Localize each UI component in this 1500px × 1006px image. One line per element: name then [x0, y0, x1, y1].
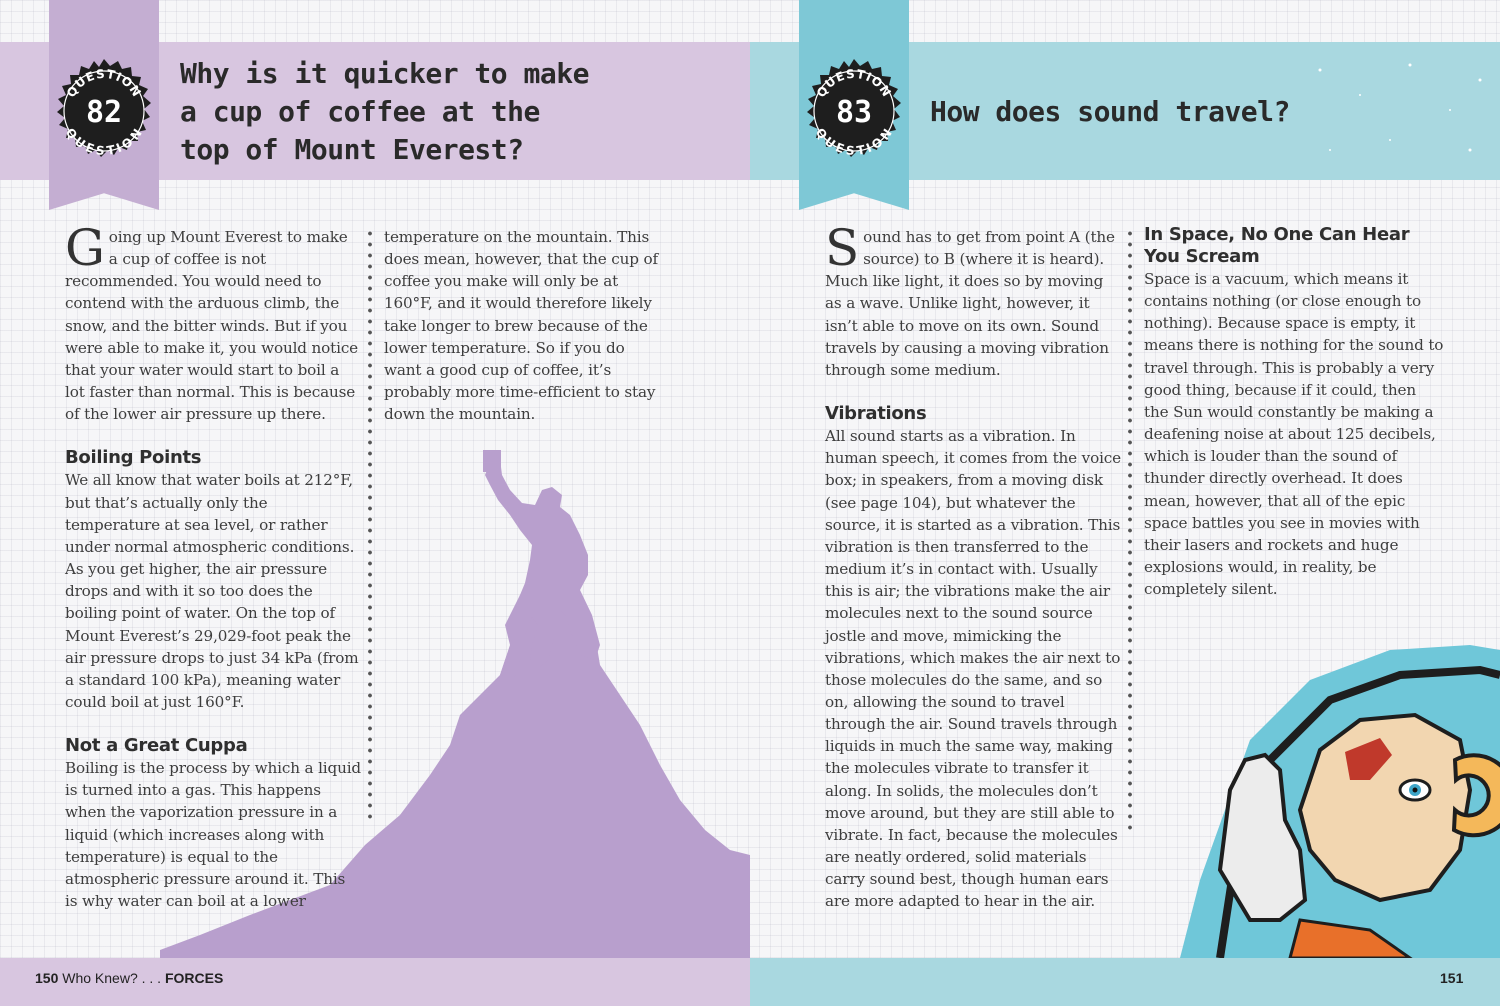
heading-vibrations: Vibrations: [825, 403, 927, 425]
badge-right-number: 83: [835, 95, 873, 130]
in-space-text: Space is a vacuum, which means it contains nothing (or close enough to nothing). Because space is empty, it means there is nothing for the sound to travel through. This is probably a very good thing, because if it could, then the Sun would constantly be making a deafening noise at about 125 decibels, which is louder than the sound of thunder directly overhead. It does mean, however, that all of the epic space battles you see in movies with their lasers and rockets and huge explosions would, in reality, be completely silent.: [1144, 270, 1444, 599]
left-column-divider: [367, 228, 373, 820]
right-dropcap: S: [825, 219, 860, 277]
left-folio: [35, 970, 223, 986]
badge-right-word-bottom: QUESTION: [812, 125, 896, 159]
screaming-astronaut-illustration: [1070, 620, 1500, 958]
left-page-column-1: [65, 219, 361, 912]
left-question-title: Why is it quicker to make a cup of coffee at the top of Mount Everest?: [180, 57, 589, 166]
right-footer-band: [750, 958, 1500, 1006]
book-title: Who Knew? . . .: [62, 970, 162, 986]
left-intro-paragraph: [65, 219, 361, 425]
badge-left-word-top: QUESTION: [63, 66, 145, 100]
boiling-points-text: We all know that water boils at 212°F, but that’s actually only the temperature at sea level, or rather under normal atmospheric conditions. As you get higher, the air pressure drops and with it so too does the boiling point of water. On the top of Mount Everest’s 29,029-foot peak the air pressure drops to just 34 kPa (from a standard 100 kPa), meaning water could boil at just 160°F.: [65, 471, 359, 711]
continuation-text: temperature on the mountain. This does mean, however, that the cup of coffee you make will only be at 160°F, and it would therefore likely take longer to brew because of the lower temperature. So if you do want a good cup of coffee, it’s probably more time-efficient to stay down the mountain.: [384, 228, 659, 424]
left-intro-text: oing up Mount Everest to make a cup of coffee is not recommended. You would need to contend with the arduous climb, the snow, and the bitter winds. But if you were able to make it, you would notice that your water would start to boil a lot faster than normal. This is because of the lower air pressure up there.: [65, 228, 359, 424]
right-column-divider: [1127, 228, 1133, 836]
chapter-name: FORCES: [164, 970, 224, 986]
left-dropcap: G: [65, 219, 105, 277]
right-page-number: 151: [1440, 970, 1464, 986]
not-a-great-cuppa-text: Boiling is the process by which a liquid is turned into a gas. This happens when the vaporization pressure in a liquid (which increases along with temperature) is equal to the atmospheric pressure around it. This is why water can boil at a lower: [65, 759, 361, 911]
right-intro-paragraph: [825, 219, 1121, 381]
question-badge-left: [51, 58, 157, 164]
badge-left-word-bottom: QUESTION: [62, 125, 146, 159]
heading-boiling-points: Boiling Points: [65, 447, 202, 469]
question-badge-right: [801, 58, 907, 164]
right-question-title: How does sound travel?: [930, 95, 1290, 128]
right-page-column-2: [1144, 224, 1444, 600]
badge-left-number: 82: [85, 95, 123, 130]
right-page-column-1: [825, 219, 1121, 913]
heading-not-a-great-cuppa: Not a Great Cuppa: [65, 735, 248, 757]
heading-in-space: In Space, No One Can Hear You Scream: [1144, 224, 1410, 267]
right-folio: [1440, 970, 1463, 986]
left-page-column-2: [384, 226, 664, 425]
vibrations-text: All sound starts as a vibration. In human speech, it comes from the voice box; in speakers, from a moving disk (see page 104), but whatever the source, it is started as a vibration. This vibration is then transferred to the medium it’s in contact with. Usually this is air; the vibrations make the air molecules next to the sound source jostle and move, mimicking the vibrations, which makes the air next to those molecules do the same, and so on, allowing the sound to travel through the air. Sound travels through liquids in much the same way, making the molecules vibrate to transfer it along. In solids, the molecules don’t move around, but they are still able to vibrate. In fact, because the molecules are neatly ordered, solid materials carry sound best, though human ears are more adapted to hear in the air.: [825, 427, 1121, 911]
right-intro-text: ound has to get from point A (the source) to B (where it is heard). Much like light, it does so by moving as a wave. Unlike light, however, it isn’t able to move on its own. Sound travels by causing a moving vibration through some medium.: [825, 228, 1115, 379]
left-page-number: 150: [35, 970, 59, 986]
badge-right-word-top: QUESTION: [813, 66, 895, 100]
